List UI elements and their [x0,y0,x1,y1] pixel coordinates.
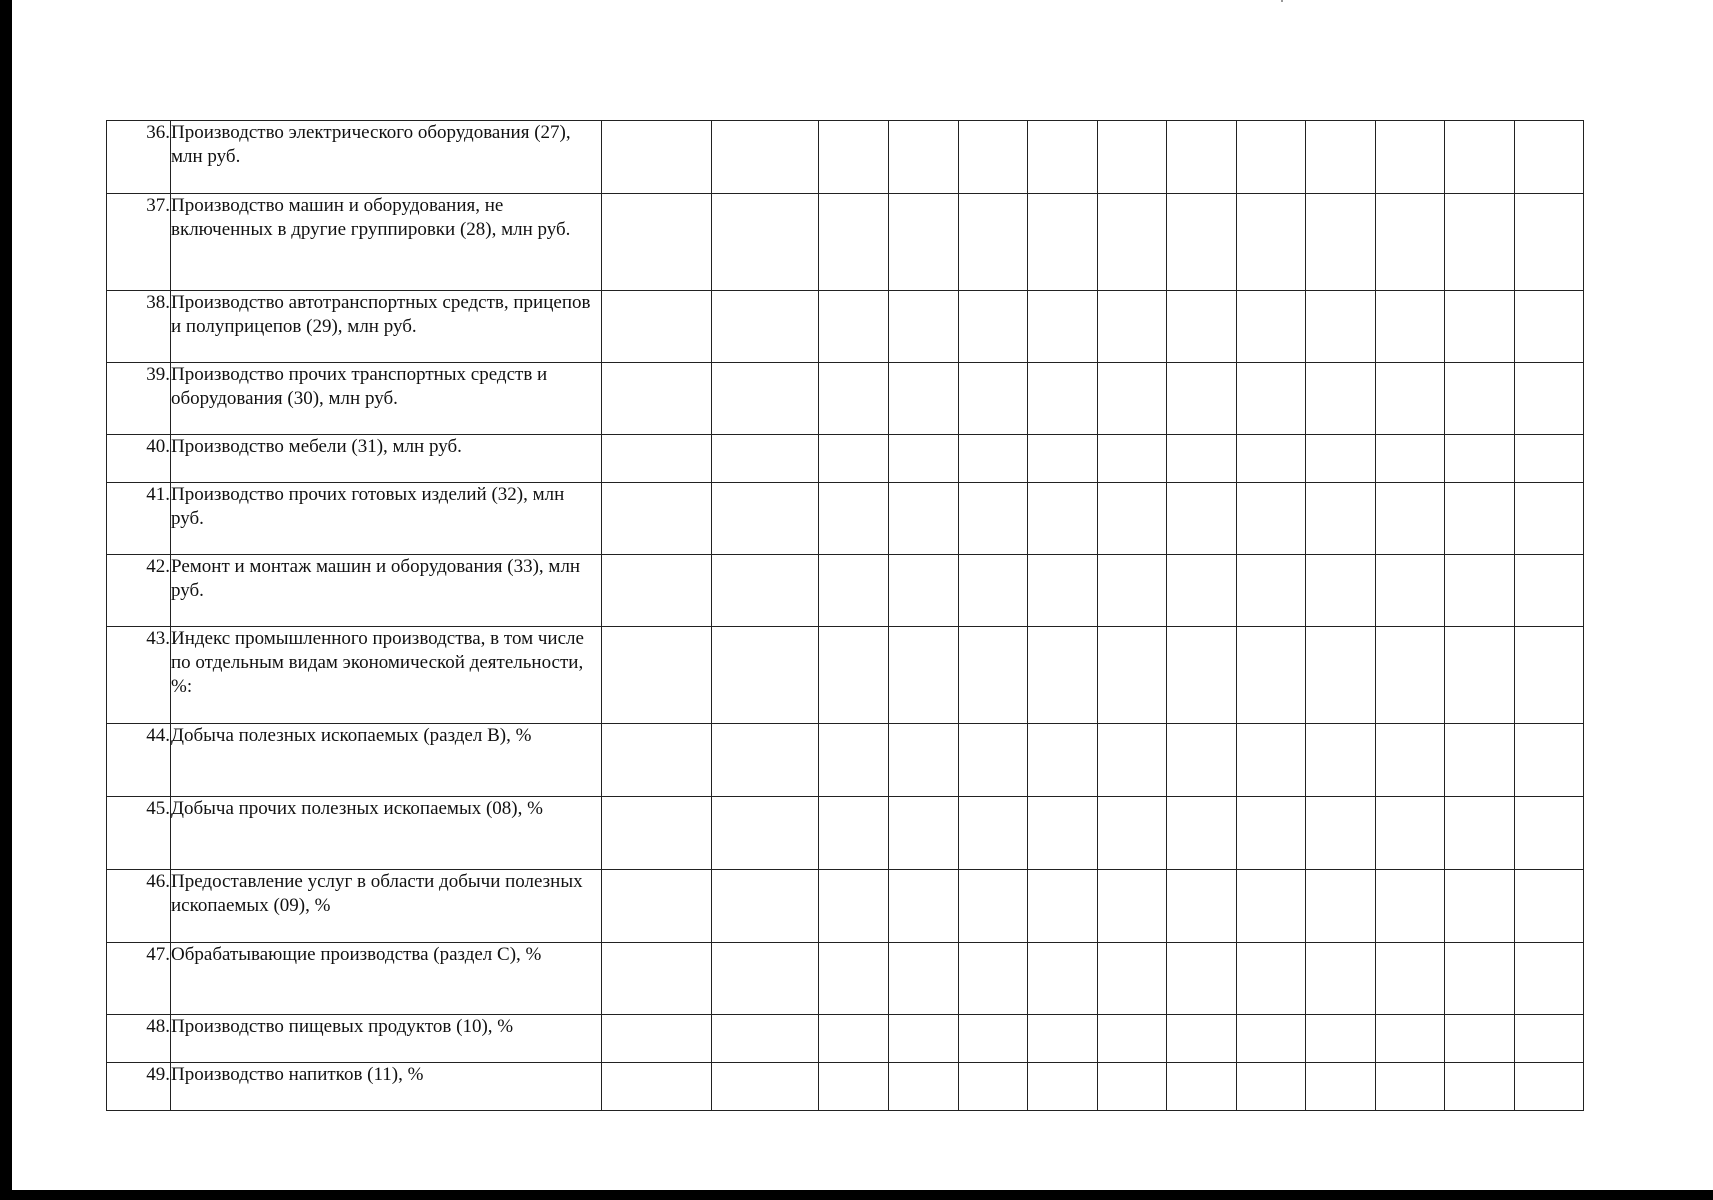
table-row [107,291,1584,363]
data-cell[interactable] [1445,555,1515,627]
data-cell[interactable] [889,121,959,194]
data-cell[interactable] [959,1063,1028,1111]
data-cell[interactable] [1306,194,1376,291]
data-cell[interactable] [1306,291,1376,363]
data-cell[interactable] [1098,870,1167,943]
row-number: 46. [107,870,171,943]
data-cell[interactable] [1306,363,1376,435]
row-number: 40. [107,435,171,483]
data-cell[interactable] [1306,870,1376,943]
data-cell[interactable] [1028,435,1098,483]
data-cell[interactable] [819,555,889,627]
data-cell[interactable] [889,724,959,797]
row-number: 45. [107,797,171,870]
data-cell[interactable] [959,943,1028,1015]
data-cell[interactable] [889,291,959,363]
data-cell[interactable] [1445,627,1515,724]
data-cell[interactable] [1098,483,1167,555]
data-cell[interactable] [1237,797,1306,870]
data-cell[interactable] [1098,1015,1167,1063]
row-label: Производство мебели (31), млн руб. [171,435,602,483]
data-cell[interactable] [1028,194,1098,291]
table-row [107,724,1584,797]
data-cell[interactable] [1167,1015,1237,1063]
data-cell[interactable] [712,555,819,627]
data-cell[interactable] [1515,870,1584,943]
data-cell[interactable] [1098,1063,1167,1111]
table-row [107,121,1584,194]
data-cell[interactable] [819,870,889,943]
data-cell[interactable] [712,363,819,435]
data-cell[interactable] [819,194,889,291]
row-number: 38. [107,291,171,363]
data-cell[interactable] [1306,943,1376,1015]
table-body [107,121,1584,1111]
row-label: Обрабатывающие производства (раздел C), % [171,943,602,1015]
data-cell[interactable] [1515,943,1584,1015]
data-cell[interactable] [889,1063,959,1111]
data-cell[interactable] [1028,1063,1098,1111]
data-cell[interactable] [1237,724,1306,797]
data-cell[interactable] [1167,291,1237,363]
data-cell[interactable] [712,943,819,1015]
data-cell[interactable] [712,1015,819,1063]
data-cell[interactable] [819,724,889,797]
data-cell[interactable] [1306,797,1376,870]
data-cell[interactable] [602,435,712,483]
data-cell[interactable] [959,627,1028,724]
data-cell[interactable] [819,121,889,194]
table-row [107,555,1584,627]
data-cell[interactable] [889,194,959,291]
data-cell[interactable] [1445,724,1515,797]
data-cell[interactable] [1376,1063,1445,1111]
data-cell[interactable] [819,363,889,435]
data-cell[interactable] [1167,194,1237,291]
data-cell[interactable] [1167,483,1237,555]
data-cell[interactable] [1237,291,1306,363]
table-row [107,797,1584,870]
data-cell[interactable] [712,1063,819,1111]
row-label: Производство напитков (11), % [171,1063,602,1111]
data-cell[interactable] [1098,797,1167,870]
data-cell[interactable] [1515,555,1584,627]
table-row [107,363,1584,435]
data-cell[interactable] [1167,555,1237,627]
data-cell[interactable] [1515,121,1584,194]
data-cell[interactable] [1515,483,1584,555]
data-cell[interactable] [889,555,959,627]
data-cell[interactable] [1167,121,1237,194]
data-cell[interactable] [1028,797,1098,870]
data-cell[interactable] [959,363,1028,435]
data-cell[interactable] [602,943,712,1015]
row-label: Предоставление услуг в области добычи полезных ископаемых (09), % [171,870,602,943]
row-number: 39. [107,363,171,435]
data-cell[interactable] [712,194,819,291]
scan-bottom-edge [0,1190,1713,1200]
row-number: 49. [107,1063,171,1111]
data-cell[interactable] [1515,363,1584,435]
data-cell[interactable] [602,797,712,870]
data-cell[interactable] [712,724,819,797]
data-cell[interactable] [1376,627,1445,724]
data-cell[interactable] [712,435,819,483]
row-label: Производство машин и оборудования, не включенных в другие группировки (28), млн руб. [171,194,602,291]
row-label: Индекс промышленного производства, в том числе по отдельным видам экономической деятельности, %: [171,627,602,724]
data-cell[interactable] [819,291,889,363]
data-cell[interactable] [712,483,819,555]
data-cell[interactable] [1376,555,1445,627]
row-number: 47. [107,943,171,1015]
data-cell[interactable] [819,797,889,870]
table-row [107,627,1584,724]
row-label: Производство электрического оборудования (27), млн руб. [171,121,602,194]
data-cell[interactable] [1237,121,1306,194]
data-cell[interactable] [1237,1063,1306,1111]
data-cell[interactable] [1237,483,1306,555]
table-row [107,1015,1584,1063]
data-cell[interactable] [1445,435,1515,483]
data-cell[interactable] [602,724,712,797]
data-cell[interactable] [1028,291,1098,363]
data-cell[interactable] [1376,363,1445,435]
data-cell[interactable] [602,627,712,724]
data-cell[interactable] [1306,724,1376,797]
data-cell[interactable] [1237,1015,1306,1063]
row-number: 37. [107,194,171,291]
data-cell[interactable] [1237,435,1306,483]
data-cell[interactable] [1098,291,1167,363]
data-cell[interactable] [959,483,1028,555]
data-cell[interactable] [1376,121,1445,194]
data-cell[interactable] [602,1063,712,1111]
data-cell[interactable] [1098,194,1167,291]
table-row [107,435,1584,483]
data-cell[interactable] [959,555,1028,627]
data-cell[interactable] [1445,194,1515,291]
data-cell[interactable] [602,483,712,555]
data-cell[interactable] [1306,1015,1376,1063]
data-cell[interactable] [819,1063,889,1111]
data-cell[interactable] [959,1015,1028,1063]
row-label: Добыча полезных ископаемых (раздел B), % [171,724,602,797]
data-cell[interactable] [1098,724,1167,797]
data-cell[interactable] [1376,291,1445,363]
data-cell[interactable] [712,870,819,943]
row-number: 36. [107,121,171,194]
data-cell[interactable] [1306,435,1376,483]
data-cell[interactable] [1515,797,1584,870]
data-cell[interactable] [1306,555,1376,627]
data-cell[interactable] [602,870,712,943]
data-cell[interactable] [1515,1015,1584,1063]
data-cell[interactable] [1445,943,1515,1015]
data-cell[interactable] [889,943,959,1015]
data-cell[interactable] [1515,627,1584,724]
row-label: Ремонт и монтаж машин и оборудования (33), млн руб. [171,555,602,627]
data-cell[interactable] [1445,363,1515,435]
row-label: Производство прочих готовых изделий (32), млн руб. [171,483,602,555]
data-cell[interactable] [1445,483,1515,555]
data-cell[interactable] [1167,363,1237,435]
data-cell[interactable] [602,121,712,194]
data-cell[interactable] [712,291,819,363]
scan-left-edge [0,0,12,1200]
table-row [107,1063,1584,1111]
data-cell[interactable] [1445,797,1515,870]
table-row [107,943,1584,1015]
data-cell[interactable] [1306,1063,1376,1111]
data-cell[interactable] [1098,435,1167,483]
data-cell[interactable] [959,870,1028,943]
data-cell[interactable] [1098,121,1167,194]
data-cell[interactable] [1306,483,1376,555]
data-cell[interactable] [1445,291,1515,363]
data-cell[interactable] [602,291,712,363]
row-label: Добыча прочих полезных ископаемых (08), % [171,797,602,870]
data-cell[interactable] [959,121,1028,194]
data-cell[interactable] [1028,627,1098,724]
data-cell[interactable] [1376,1015,1445,1063]
row-label: Производство пищевых продуктов (10), % [171,1015,602,1063]
data-cell[interactable] [1167,943,1237,1015]
data-cell[interactable] [1237,870,1306,943]
data-cell[interactable] [602,555,712,627]
table-row [107,870,1584,943]
data-cell[interactable] [819,627,889,724]
data-cell[interactable] [1028,870,1098,943]
data-cell[interactable] [1376,943,1445,1015]
data-cell[interactable] [1167,797,1237,870]
data-cell[interactable] [889,483,959,555]
data-cell[interactable] [1376,870,1445,943]
data-cell[interactable] [959,724,1028,797]
indicators-table [106,120,1584,1111]
data-cell[interactable] [1445,1015,1515,1063]
data-cell[interactable] [959,797,1028,870]
data-cell[interactable] [1167,435,1237,483]
data-cell[interactable] [1028,943,1098,1015]
row-number: 43. [107,627,171,724]
data-cell[interactable] [1028,724,1098,797]
data-cell[interactable] [1515,724,1584,797]
data-cell[interactable] [1098,363,1167,435]
data-cell[interactable] [1515,194,1584,291]
data-cell[interactable] [1167,627,1237,724]
data-cell[interactable] [819,435,889,483]
data-cell[interactable] [602,1015,712,1063]
data-cell[interactable] [1028,121,1098,194]
data-cell[interactable] [959,435,1028,483]
data-cell[interactable] [1515,435,1584,483]
data-cell[interactable] [712,627,819,724]
data-cell[interactable] [602,194,712,291]
row-number: 41. [107,483,171,555]
data-cell[interactable] [712,797,819,870]
data-cell[interactable] [1445,870,1515,943]
row-number: 42. [107,555,171,627]
data-cell[interactable] [1515,291,1584,363]
table-row [107,483,1584,555]
data-cell[interactable] [1237,555,1306,627]
data-cell[interactable] [1376,435,1445,483]
data-cell[interactable] [1028,483,1098,555]
data-cell[interactable] [602,363,712,435]
data-cell[interactable] [889,363,959,435]
data-cell[interactable] [889,1015,959,1063]
data-cell[interactable] [1167,870,1237,943]
row-label: Производство прочих транспортных средств и оборудования (30), млн руб. [171,363,602,435]
data-cell[interactable] [1028,1015,1098,1063]
data-cell[interactable] [1098,627,1167,724]
row-number: 44. [107,724,171,797]
data-cell[interactable] [1306,627,1376,724]
data-cell[interactable] [889,870,959,943]
row-number: 48. [107,1015,171,1063]
data-cell[interactable] [959,291,1028,363]
data-cell[interactable] [889,627,959,724]
data-cell[interactable] [1445,1063,1515,1111]
data-cell[interactable] [1237,194,1306,291]
scan-speck [1281,0,1283,2]
row-label: Производство автотранспортных средств, прицепов и полуприцепов (29), млн руб. [171,291,602,363]
data-cell[interactable] [1376,724,1445,797]
data-cell[interactable] [1167,1063,1237,1111]
data-cell[interactable] [819,483,889,555]
data-cell[interactable] [1237,363,1306,435]
data-cell[interactable] [819,1015,889,1063]
data-cell[interactable] [1376,797,1445,870]
table-row [107,194,1584,291]
data-cell[interactable] [1515,1063,1584,1111]
data-cell[interactable] [1445,121,1515,194]
data-cell[interactable] [959,194,1028,291]
data-cell[interactable] [1306,121,1376,194]
data-cell[interactable] [1028,363,1098,435]
data-cell[interactable] [889,797,959,870]
data-cell[interactable] [1376,194,1445,291]
data-cell[interactable] [712,121,819,194]
data-cell[interactable] [1098,555,1167,627]
data-cell[interactable] [1098,943,1167,1015]
data-cell[interactable] [889,435,959,483]
data-cell[interactable] [819,943,889,1015]
data-cell[interactable] [1028,555,1098,627]
data-cell[interactable] [1237,943,1306,1015]
data-cell[interactable] [1237,627,1306,724]
data-cell[interactable] [1376,483,1445,555]
data-cell[interactable] [1167,724,1237,797]
